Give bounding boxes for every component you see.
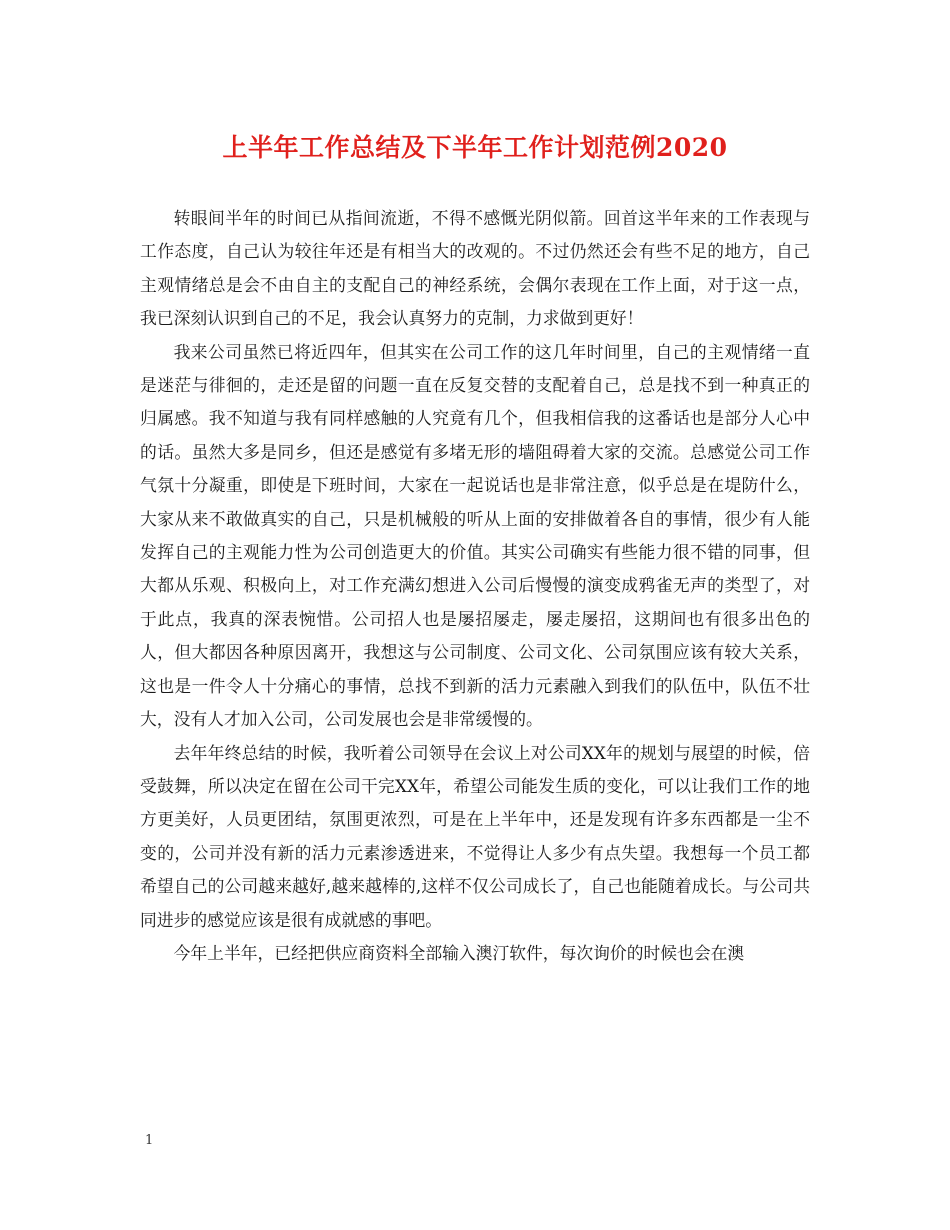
paragraph-2: 我来公司虽然已将近四年，但其实在公司工作的这几年时间里，自己的主观情绪一直是迷茫与徘徊的，走还是留的问题一直在反复交替的支配着自己，总是找不到一种真正的归属感。我不知道与我有同样感触的人究竟有几个，但我相信我的这番话也是部分人心中的话。虽然大多是同乡，但还是感觉有多堵无形的墙阻碍着大家的交流。总感觉公司工作气氛十分凝重，即使是下班时间，大家在一起说话也是非常注意，似乎总是在堤防什么，大家从来不敢做真实的自己，只是机械般的听从上面的安排做着各自的事情，很少有人能发挥自己的主观能力性为公司创造更大的价值。其实公司确实有些能力很不错的同事，但大都从乐观、积极向上，对工作充满幻想进入公司后慢慢的演变成鸦雀无声的类型了，对于此点，我真的深表惋惜。公司招人也是屡招屡走，屡走屡招，这期间也有很多出色的人，但大都因各种原因离开，我想这与公司制度、公司文化、公司氛围应该有较大关系，这也是一件令人十分痛心的事情，总找不到新的活力元素融入到我们的队伍中，队伍不壮大，没有人才加入公司，公司发展也会是非常缓慢的。 (140, 341, 810, 730)
paragraph-3: 去年年终总结的时候，我听着公司领导在会议上对公司XX年的规划与展望的时候，倍受鼓舞，所以决定在留在公司干完XX年，希望公司能发生质的变化，可以让我们工作的地方更美好，人员更团结，氛围更浓烈，可是在上半年中，还是发现有许多东西都是一尘不变的，公司并没有新的活力元素渗透进来，不觉得让人多少有点失望。我想每一个员工都希望自己的公司越来越好,越来越棒的,这样不仅公司成长了，自己也能随着成长。与公司共同进步的感觉应该是很有成就感的事吧。 (140, 742, 810, 930)
document-body (140, 202, 810, 970)
page-number: 1 (145, 1133, 154, 1148)
document-title: 上半年工作总结及下半年工作计划范例2020 (222, 133, 728, 162)
paragraph-4: 今年上半年，已经把供应商资料全部输入澳汀软件，每次询价的时候也会在澳 (173, 942, 745, 963)
paragraph-1: 转眼间半年的时间已从指间流逝，不得不感慨光阴似箭。回首这半年来的工作表现与工作态度，自己认为较往年还是有相当大的改观的。不过仍然还会有些不足的地方，自己主观情绪总是会不由自主的支配自己的神经系统，会偶尔表现在工作上面，对于这一点，我已深刻认识到自己的不足，我会认真努力的克制，力求做到更好！ (140, 208, 810, 329)
